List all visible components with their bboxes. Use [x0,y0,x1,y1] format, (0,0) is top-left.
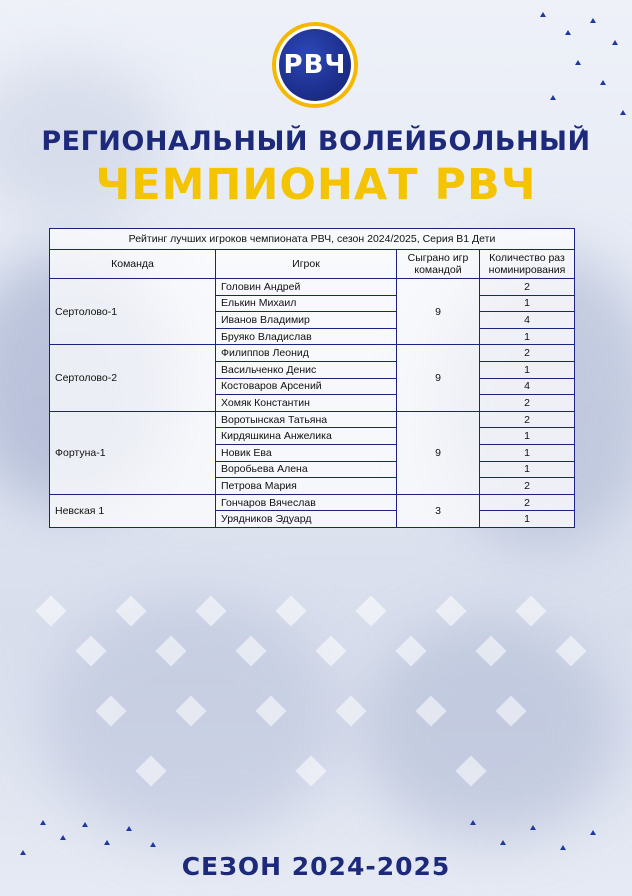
nomination-count: 4 [480,378,575,395]
player-name: Головин Андрей [216,279,397,296]
nomination-count: 2 [480,345,575,362]
player-name: Бруяко Владислав [216,328,397,345]
table-header-row [50,250,575,279]
player-name: Васильченко Денис [216,361,397,378]
header-games: Сыграно игр командой [397,250,480,279]
player-name: Хомяк Константин [216,395,397,412]
nomination-count: 1 [480,444,575,461]
player-name: Филиппов Леонид [216,345,397,362]
table-row [50,279,575,296]
table-row [50,345,575,362]
nomination-count: 1 [480,328,575,345]
player-name: Елькин Михаил [216,295,397,312]
player-name: Кирдяшкина Анжелика [216,428,397,445]
nomination-count: 2 [480,395,575,412]
rvch-logo-badge [279,29,351,101]
player-name: Гончаров Вячеслав [216,494,397,511]
nomination-count: 1 [480,295,575,312]
games-played: 9 [397,345,480,411]
player-name: Воробьева Алена [216,461,397,478]
team-name: Сертолово-1 [50,279,216,345]
team-name: Сертолово-2 [50,345,216,411]
logo-text: РВЧ [283,50,347,80]
games-played: 9 [397,411,480,494]
nomination-count: 2 [480,478,575,495]
team-name: Фортуна-1 [50,411,216,494]
player-name: Урядников Эдуард [216,511,397,528]
season-label: СЕЗОН 2024-2025 [181,852,451,881]
nomination-count: 2 [480,279,575,296]
nomination-count: 1 [480,361,575,378]
table-row [50,411,575,428]
nomination-count: 4 [480,312,575,329]
games-played: 3 [397,494,480,527]
header-noms: Количество раз номинирования [480,250,575,279]
title-line-1: РЕГИОНАЛЬНЫЙ ВОЛЕЙБОЛЬНЫЙ [41,126,591,157]
table-caption: Рейтинг лучших игроков чемпионата РВЧ, сезон 2024/2025, Серия В1 Дети [50,229,575,250]
title-line-2: ЧЕМПИОНАТ РВЧ [95,160,537,210]
header-team: Команда [50,250,216,279]
rvch-logo [272,22,358,108]
nomination-count: 1 [480,428,575,445]
games-played: 9 [397,279,480,345]
nomination-count: 1 [480,511,575,528]
header-player: Игрок [216,250,397,279]
player-name: Иванов Владимир [216,312,397,329]
table-caption-row [50,229,575,250]
player-name: Костоваров Арсений [216,378,397,395]
team-name: Невская 1 [50,494,216,527]
table-row [50,494,575,511]
nomination-count: 1 [480,461,575,478]
rating-table [49,228,575,528]
player-name: Воротынская Татьяна [216,411,397,428]
player-name: Петрова Мария [216,478,397,495]
player-name: Новик Ева [216,444,397,461]
nomination-count: 2 [480,411,575,428]
nomination-count: 2 [480,494,575,511]
